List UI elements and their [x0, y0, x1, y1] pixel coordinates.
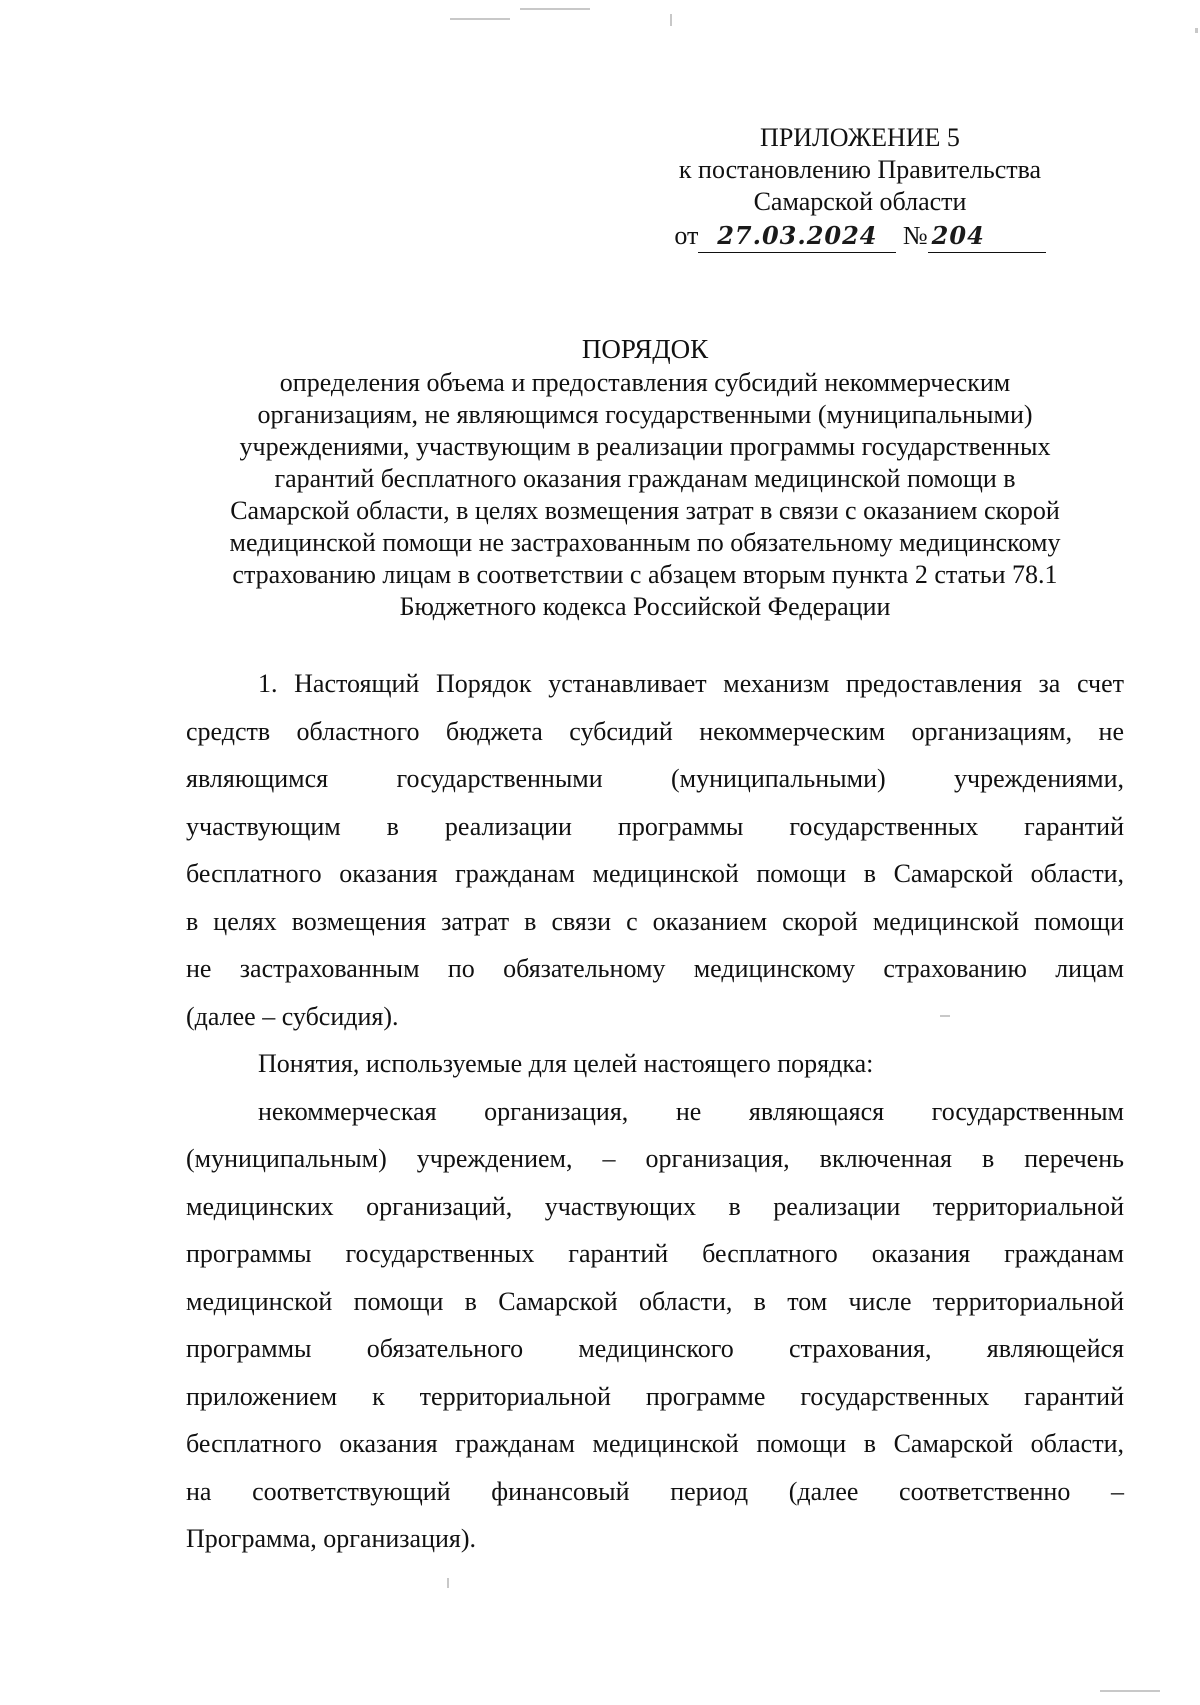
text-line: медицинской помощи в Самарской области, в том числе территориальной: [186, 1286, 1124, 1316]
text-line: в целях возмещения затрат в связи с оказанием скорой медицинской помощи: [186, 906, 1124, 936]
paragraph-3: [186, 1088, 1124, 1563]
subtitle-line: учреждениями, участвующим в реализации программы государственных: [239, 432, 1051, 461]
handwritten-date: 27.03.2024: [698, 220, 896, 253]
appendix-date-line: [640, 220, 1080, 253]
text-line: 1. Настоящий Порядок устанавливает механизм предоставления за счет: [258, 669, 1124, 698]
text-line: Программа, организация).: [186, 1524, 477, 1553]
text-line: (далее – субсидия).: [186, 1001, 399, 1031]
subtitle-line: Самарской области, в целях возмещения затрат в связи с оказанием скорой: [230, 496, 1060, 525]
text-line: программы обязательного медицинского страхования, являющейся: [186, 1334, 1124, 1363]
text-line: участвующим в реализации программы государственных гарантий: [186, 811, 1124, 841]
text-line: (муниципальным) учреждением, – организация, включенная в перечень: [186, 1144, 1124, 1173]
text-line: бесплатного оказания гражданам медицинской помощи в Самарской области,: [186, 859, 1124, 888]
subtitle-line: организациям, не являющимся государственными (муниципальными): [257, 400, 1033, 429]
document-heading: ПОРЯДОК: [581, 334, 709, 364]
text-line: на соответствующий финансовый период (далее соответственно –: [186, 1476, 1124, 1506]
scan-artifact: [1100, 1690, 1160, 1692]
subtitle-line: Бюджетного кодекса Российской Федерации: [399, 592, 891, 621]
paragraph-2: [186, 1040, 1124, 1088]
handwritten-number: 204: [928, 220, 1046, 253]
subtitle-line: медицинской помощи не застрахованным по обязательному медицинскому: [229, 528, 1061, 557]
text-line: являющимся государственными (муниципальными) учреждениями,: [186, 764, 1124, 793]
number-sign: №: [902, 221, 928, 250]
text-line: Понятия, используемые для целей настоящего порядка:: [258, 1049, 874, 1078]
appendix-header: [640, 122, 1080, 253]
scan-artifact: [447, 1578, 449, 1588]
scan-artifact: [450, 18, 510, 20]
paragraph-1: [186, 660, 1124, 1040]
text-line: средств областного бюджета субсидий некоммерческим организациям, не: [186, 716, 1124, 746]
appendix-title: ПРИЛОЖЕНИЕ 5: [760, 123, 960, 152]
document-body: [186, 660, 1124, 1563]
appendix-resolution-line: к постановлению Правительства: [678, 155, 1042, 184]
subtitle-line: определения объема и предоставления субсидий некоммерческим: [279, 368, 1011, 397]
appendix-region-line: Самарской области: [753, 187, 967, 216]
text-line: бесплатного оказания гражданам медицинской помощи в Самарской области,: [186, 1429, 1124, 1458]
text-line: программы государственных гарантий бесплатного оказания гражданам: [186, 1239, 1124, 1268]
text-line: медицинских организаций, участвующих в реализации территориальной: [186, 1191, 1124, 1221]
text-line: не застрахованным по обязательному медицинскому страхованию лицам: [186, 954, 1124, 983]
document-title-block: [160, 333, 1130, 623]
scan-artifact: [1195, 28, 1198, 33]
scan-artifact: [520, 8, 590, 10]
subtitle-line: гарантий бесплатного оказания гражданам медицинской помощи в: [274, 464, 1016, 493]
text-line: некоммерческая организация, не являющаяся государственным: [258, 1096, 1124, 1126]
scan-artifact: [670, 14, 672, 26]
date-prefix: от: [674, 221, 699, 250]
subtitle-line: страхованию лицам в соответствии с абзацем вторым пункта 2 статьи 78.1: [232, 560, 1058, 589]
text-line: приложением к территориальной программе государственных гарантий: [186, 1381, 1124, 1411]
